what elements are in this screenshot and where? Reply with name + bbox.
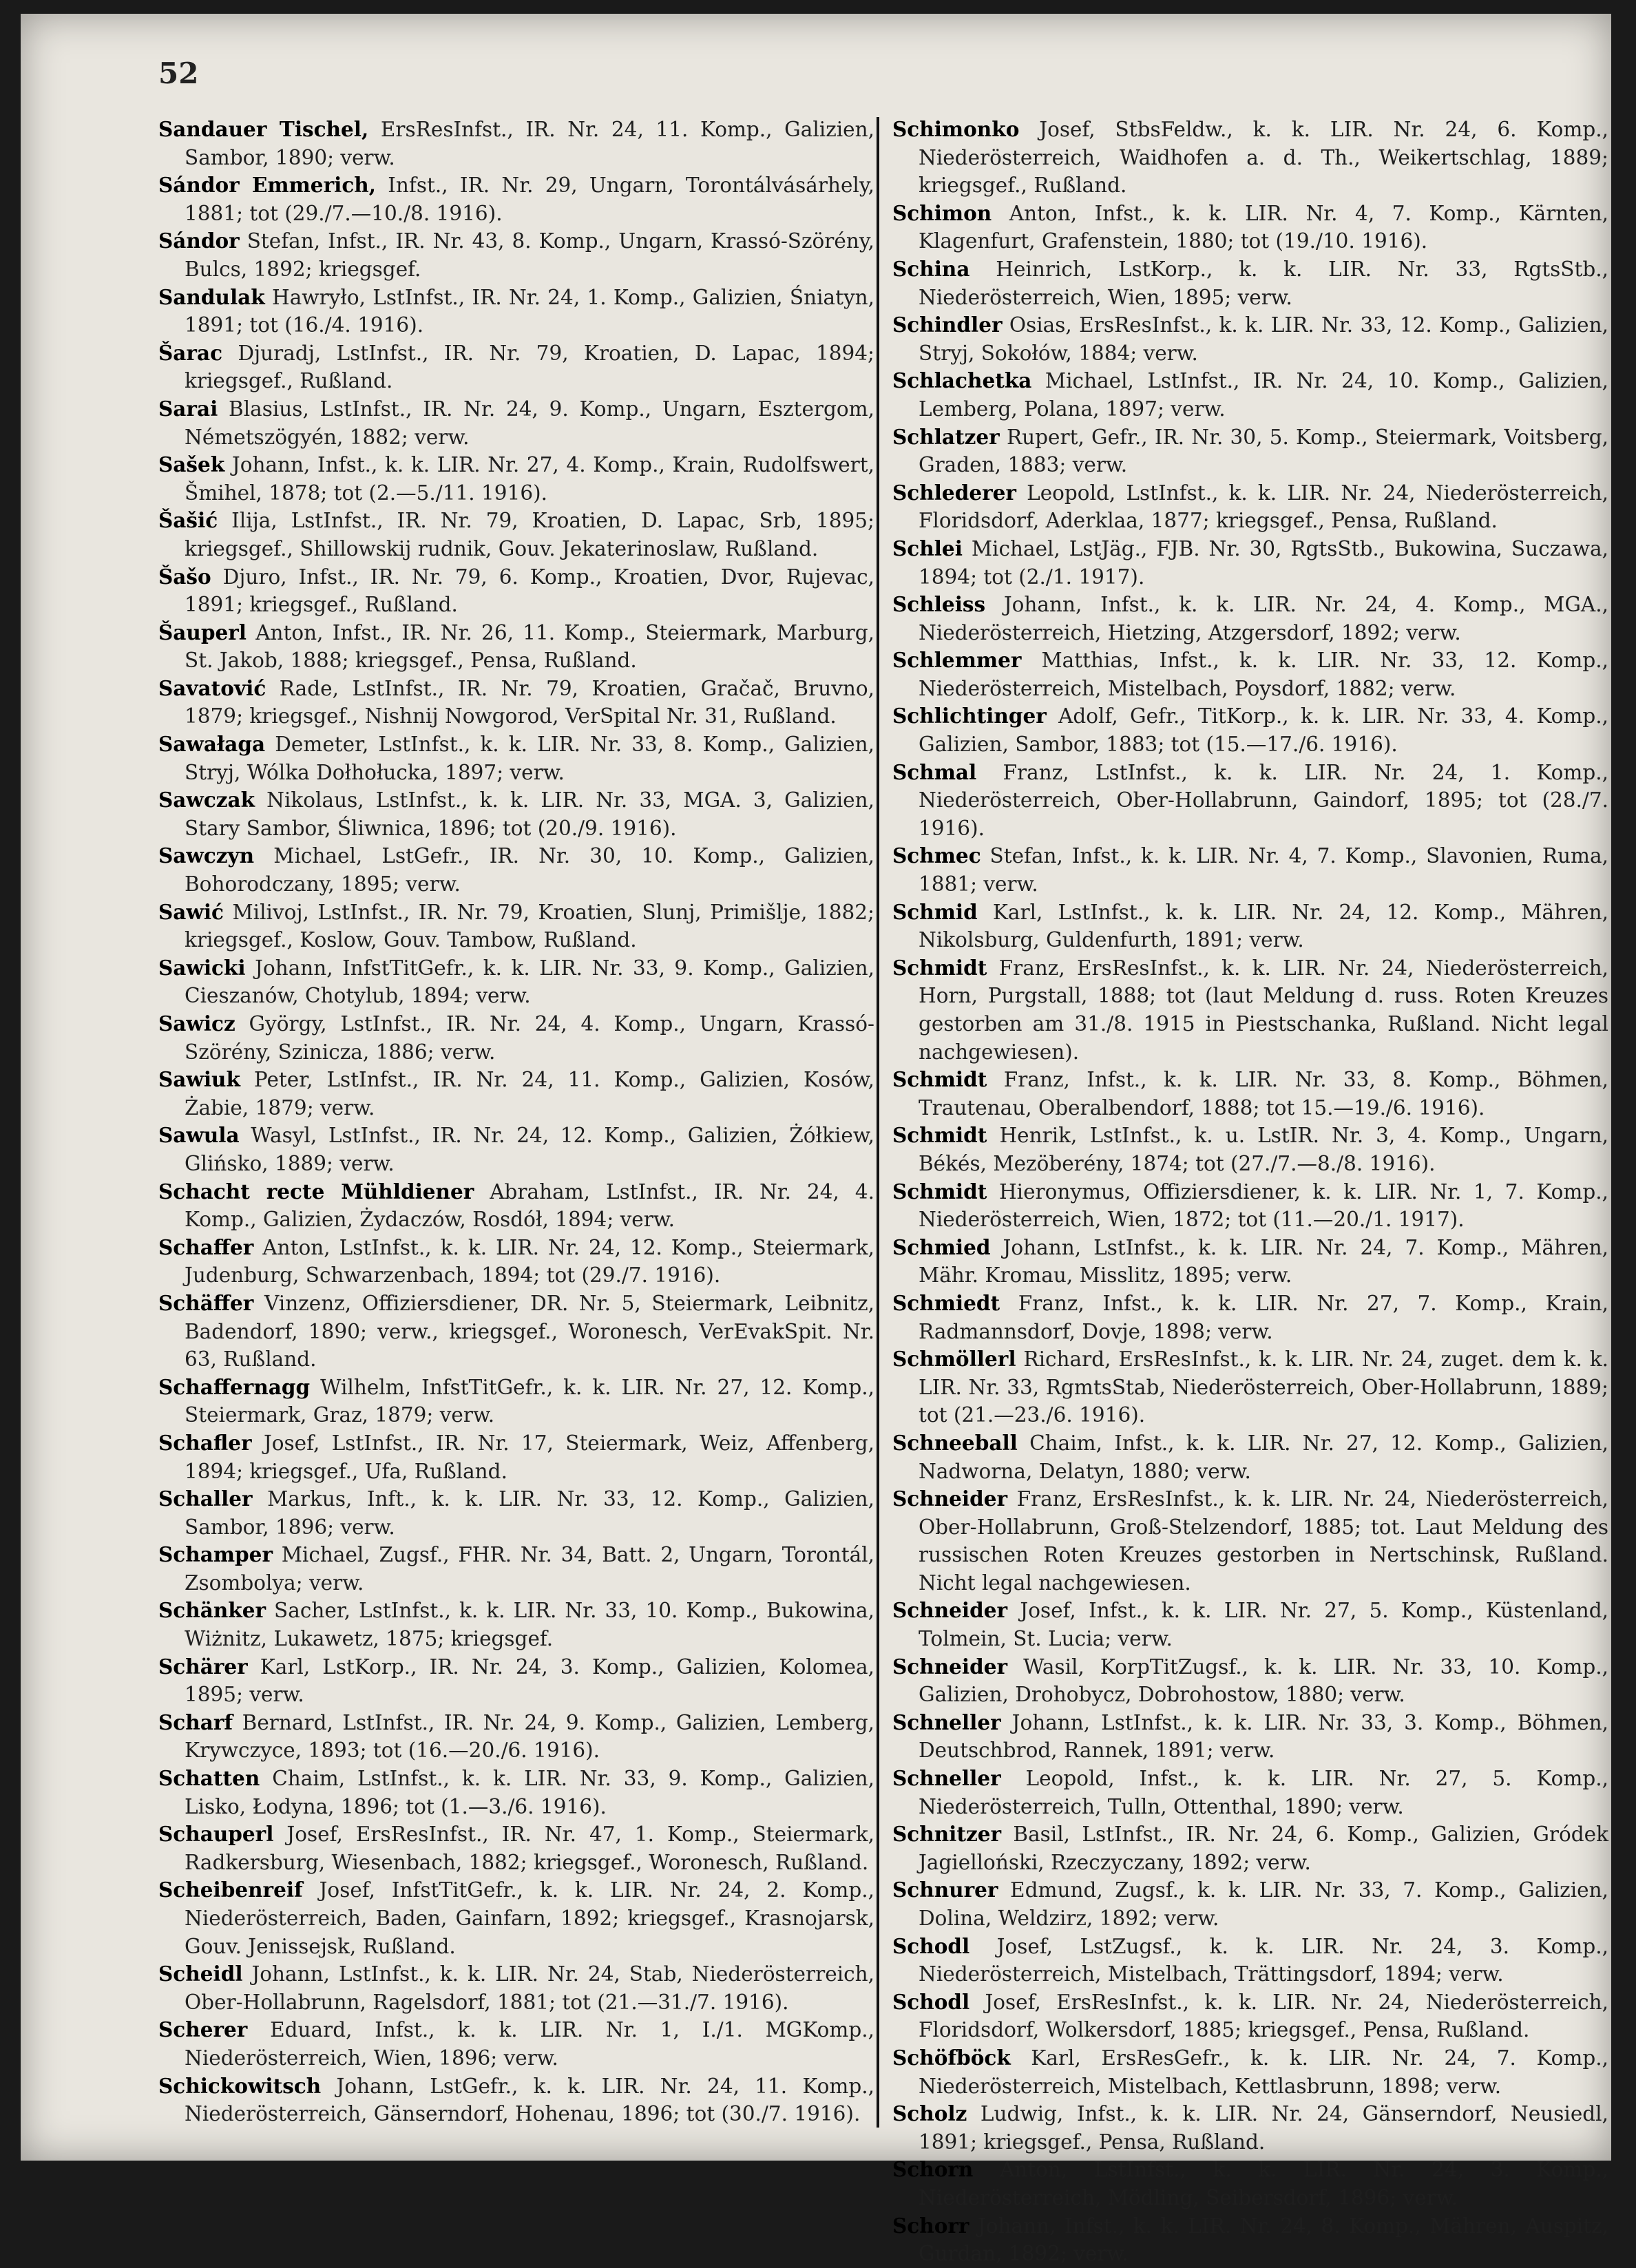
register-entry xyxy=(158,339,874,395)
register-entry xyxy=(158,731,874,786)
entry-surname: Scharf xyxy=(158,1710,233,1734)
register-entry xyxy=(158,1597,874,1652)
entry-details: Markus, Inft., k. k. LIR. Nr. 33, 12. Komp., Galizien, Sambor, 1896; verw. xyxy=(185,1487,874,1539)
register-entry xyxy=(892,1066,1608,1122)
register-entry xyxy=(158,1234,874,1290)
entry-details: Leopold, Infst., k. k. LIR. Nr. 27, 5. Komp., Niederösterreich, Tulln, Ottenthal, 1890; verw. xyxy=(919,1767,1608,1818)
entry-surname: Schnurer xyxy=(892,1878,998,1902)
entry-details: Infst., IR. Nr. 29, Ungarn, Torontálvásárhely, 1881; tot (29./7.—10./8. 1916). xyxy=(185,174,874,225)
register-entry xyxy=(158,227,874,283)
register-entry xyxy=(158,675,874,731)
register-entry xyxy=(892,1876,1608,1932)
register-entry xyxy=(158,1374,874,1429)
entry-surname: Schöfböck xyxy=(892,2045,1011,2070)
register-entry xyxy=(892,1820,1608,1876)
register-entry xyxy=(158,1122,874,1177)
left-column xyxy=(158,116,874,2128)
entry-details: Johann, LstInfst., k. k. LIR. Nr. 24, 7. Komp., Mähren, Mähr. Kromau, Misslitz, 1895; verw. xyxy=(919,1235,1608,1288)
entry-surname: Schatten xyxy=(158,1766,260,1791)
entry-details: Osias, ErsResInfst., k. k. LIR. Nr. 33, 12. Komp., Galizien, Stryj, Sokołów, 1884; verw. xyxy=(919,313,1608,365)
entry-details: Ilija, LstInfst., IR. Nr. 79, Kroatien, D. Lapac, Srb, 1895; kriegsgef., Shillowskij rudnik, Gouv. Jekaterinoslaw, Rußland. xyxy=(185,509,874,560)
entry-surname: Sawicki xyxy=(158,955,246,980)
entry-surname: Šauperl xyxy=(158,620,247,644)
entry-surname: Schindler xyxy=(892,313,1003,337)
register-entry xyxy=(892,899,1608,954)
entry-details: Anton, Infst., IR. Nr. 26, 11. Komp., Steiermark, Marburg, St. Jakob, 1888; kriegsgef., Pensa, Rußland. xyxy=(185,620,874,673)
entry-details: Bernard, LstInfst., IR. Nr. 24, 9. Komp., Galizien, Lemberg, Krywczyce, 1893; tot (16.—20./6. 1916). xyxy=(185,1710,874,1763)
entry-surname: Schacht recte Mühldiener xyxy=(158,1179,474,1204)
entry-surname: Schodl xyxy=(892,1989,970,2014)
entry-surname: Schmidt xyxy=(892,955,987,980)
entry-details: Franz, Infst., k. k. LIR. Nr. 33, 8. Komp., Böhmen, Trautenau, Oberalbendorf, 1888; tot 15.—19./6. 1916). xyxy=(919,1068,1608,1120)
entry-details: Chaim, Infst., k. k. LIR. Nr. 27, 12. Komp., Galizien, Nadworna, Delatyn, 1880; verw. xyxy=(919,1431,1608,1483)
entry-details: Demeter, LstInfst., k. k. LIR. Nr. 33, 8. Komp., Galizien, Stryj, Wólka Dołhołucka, 1897; verw. xyxy=(185,733,874,784)
entry-details: Michael, LstGefr., IR. Nr. 30, 10. Komp., Galizien, Bohorodczany, 1895; verw. xyxy=(185,844,874,896)
entry-surname: Schlatzer xyxy=(892,424,1000,449)
entry-details: Franz, Infst., k. k. LIR. Nr. 27, 7. Komp., Krain, Radmannsdorf, Dovje, 1898; verw. xyxy=(919,1291,1608,1343)
entry-surname: Schina xyxy=(892,256,970,281)
entry-surname: Savatović xyxy=(158,675,266,700)
register-entry xyxy=(892,1178,1608,1234)
register-entry xyxy=(892,702,1608,758)
entry-surname: Schaller xyxy=(158,1487,253,1511)
entry-surname: Schaffernagg xyxy=(158,1374,311,1399)
register-entry xyxy=(892,842,1608,898)
entry-details: Karl, ErsResGefr., k. k. LIR. Nr. 24, 7. Komp., Niederösterreich, Mistelbach, Kettlasbrunn, 1898; verw. xyxy=(919,2046,1608,2098)
register-entry xyxy=(158,507,874,563)
entry-details: Johann, Infst., k. k. LIR. Nr. 24, 4. Komp., MGA., Niederösterreich, Hietzing, Atzgersdorf, 1892; verw. xyxy=(919,593,1608,644)
register-entry xyxy=(158,116,874,171)
entry-surname: Schmidt xyxy=(892,1067,987,1092)
register-entry xyxy=(892,1653,1608,1709)
entry-surname: Scholz xyxy=(892,2101,967,2126)
entry-details: Josef, StbsFeldw., k. k. LIR. Nr. 24, 6. Komp., Niederösterreich, Waidhofen a. d. Th., Weikertschlag, 1889; kriegsgef., Rußland. xyxy=(919,118,1608,198)
register-entry xyxy=(892,535,1608,591)
register-entry xyxy=(892,1290,1608,1345)
column-divider xyxy=(877,117,879,2128)
entry-surname: Sandauer Tischel, xyxy=(158,117,369,141)
entry-surname: Sawić xyxy=(158,899,224,924)
entry-details: Matthias, Infst., k. k. LIR. Nr. 33, 12. Komp., Niederösterreich, Mistelbach, Poysdorf, 1882; verw. xyxy=(919,649,1608,700)
register-entry xyxy=(158,395,874,451)
entry-surname: Schlemmer xyxy=(892,648,1022,673)
register-entry xyxy=(892,423,1608,479)
entry-surname: Schlachetka xyxy=(892,368,1032,393)
register-entry xyxy=(892,2044,1608,2100)
entry-details: Michael, Zugsf., FHR. Nr. 34, Batt. 2, Ungarn, Torontál, Zsombolya; verw. xyxy=(185,1543,874,1595)
entry-surname: Sawczyn xyxy=(158,843,255,868)
register-entry xyxy=(892,1345,1608,1429)
entry-surname: Scheidl xyxy=(158,1962,243,1986)
register-entry xyxy=(892,954,1608,1066)
entry-surname: Sawczak xyxy=(158,788,255,812)
entry-details: Karl, LstInfst., k. k. LIR. Nr. 24, 12. Komp., Mähren, Nikolsburg, Guldenfurth, 1891; verw. xyxy=(919,900,1608,952)
entry-details: Josef, Infst., k. k. LIR. Nr. 27, 5. Komp., Küstenland, Tolmein, St. Lucia; verw. xyxy=(919,1599,1608,1651)
entry-surname: Sandulak xyxy=(158,284,265,309)
register-entry xyxy=(892,255,1608,311)
register-entry xyxy=(158,619,874,675)
register-entry xyxy=(892,200,1608,255)
entry-details: Anton, LstInfst., k. k. LIR. Nr. 24, 12. Komp., Steiermark, Judenburg, Schwarzenbach, 1894; tot (29./7. 1916). xyxy=(185,1235,874,1288)
register-entry xyxy=(158,171,874,227)
entry-details: Stefan, Infst., IR. Nr. 43, 8. Komp., Ungarn, Krassó-Szörény, Bulcs, 1892; kriegsgef. xyxy=(185,229,874,281)
entry-details: Ludwig, Infst., k. k. LIR. Nr. 24, Gänserndorf, Neusiedl, 1891; kriegsgef., Pensa, Rußland. xyxy=(919,2102,1608,2154)
entry-surname: Schlei xyxy=(892,536,963,560)
entry-surname: Schimonko xyxy=(892,117,1020,141)
entry-details: Henrik, LstInfst., k. u. LstIR. Nr. 3, 4. Komp., Ungarn, Békés, Mezöberény, 1874; tot (27./7.—8./8. 1916). xyxy=(919,1124,1608,1175)
entry-surname: Scherer xyxy=(158,2017,248,2042)
entry-surname: Šarac xyxy=(158,340,223,365)
entry-surname: Schmid xyxy=(892,899,978,924)
entry-surname: Schänker xyxy=(158,1598,266,1623)
entry-surname: Schmöllerl xyxy=(892,1347,1016,1372)
entry-surname: Sawiuk xyxy=(158,1067,240,1092)
entry-details: Josef, LstZugsf., k. k. LIR. Nr. 24, 3. Komp., Niederösterreich, Mistelbach, Trättingsdorf, 1894; verw. xyxy=(919,1934,1608,1986)
entry-surname: Schmal xyxy=(892,759,977,784)
register-entry xyxy=(892,367,1608,423)
entry-details: Heinrich, LstKorp., k. k. LIR. Nr. 33, RgtsStb., Niederösterreich, Wien, 1895; verw. xyxy=(919,257,1608,309)
entry-details: Peter, LstInfst., IR. Nr. 24, 11. Komp., Galizien, Kosów, Żabie, 1879; verw. xyxy=(185,1068,874,1120)
entry-surname: Schickowitsch xyxy=(158,2073,322,2098)
entry-details: Stefan, Infst., k. k. LIR. Nr. 4, 7. Komp., Slavonien, Ruma, 1881; verw. xyxy=(919,844,1608,896)
register-entry xyxy=(892,1765,1608,1820)
entry-surname: Sawicz xyxy=(158,1011,235,1036)
register-entry xyxy=(892,116,1608,200)
entry-surname: Schmidt xyxy=(892,1123,987,1148)
entry-details: Nikolaus, LstInfst., k. k. LIR. Nr. 33, MGA. 3, Galizien, Stary Sambor, Śliwnica, 1896; tot (20./9. 1916). xyxy=(185,788,874,840)
entry-details: Josef, ErsResInfst., k. k. LIR. Nr. 24, Niederösterreich, Floridsdorf, Wolkersdorf, 1885; kriegsgef., Pensa, Rußland. xyxy=(919,1990,1608,2042)
entry-details: Franz, LstInfst., k. k. LIR. Nr. 24, 1. Komp., Niederösterreich, Ober-Hollabrunn, Gaindorf, 1895; tot (28./7. 1916). xyxy=(919,760,1608,840)
entry-details: Richard, ErsResInfst., k. k. LIR. Nr. 24, zuget. dem k. k. LIR. Nr. 33, RgmtsStab, Niederösterreich, Ober-Hollabrunn, 1889; tot (21.—23./6. 1916). xyxy=(919,1347,1608,1427)
register-entry xyxy=(892,1234,1608,1290)
entry-details: Djuradj, LstInfst., IR. Nr. 79, Kroatien, D. Lapac, 1894; kriegsgef., Rußland. xyxy=(185,341,874,393)
register-entry xyxy=(158,563,874,619)
entry-surname: Schäffer xyxy=(158,1290,254,1315)
entry-surname: Schneller xyxy=(892,1710,1001,1734)
page-number: 52 xyxy=(158,56,199,90)
register-entry xyxy=(892,2212,1608,2268)
register-entry xyxy=(892,2100,1608,2156)
entry-details: Wilhelm, InfstTitGefr., k. k. LIR. Nr. 27, 12. Komp., Steiermark, Graz, 1879; verw. xyxy=(185,1375,874,1427)
entry-details: Anton, Infst., k. k. LIR. Nr. 4, 7. Komp., Kärnten, Klagenfurt, Grafenstein, 1880; tot (19./10. 1916). xyxy=(919,201,1608,253)
register-entry xyxy=(158,2016,874,2072)
register-entry xyxy=(892,647,1608,702)
entry-surname: Schafler xyxy=(158,1430,252,1455)
entry-details: Hawryło, LstInfst., IR. Nr. 24, 1. Komp., Galizien, Śniatyn, 1891; tot (16./4. 1916). xyxy=(185,285,874,337)
entry-details: Michael, LstInfst., IR. Nr. 24, 10. Komp., Galizien, Lemberg, Polana, 1897; verw. xyxy=(919,369,1608,421)
register-entry xyxy=(892,759,1608,843)
register-entry xyxy=(158,1485,874,1541)
entry-details: Blasius, LstInfst., IR. Nr. 24, 9. Komp., Ungarn, Esztergom, Németszögyén, 1882; verw. xyxy=(185,397,874,449)
register-entry xyxy=(158,1066,874,1122)
entry-surname: Šašić xyxy=(158,508,218,533)
entry-details: Johann, Infst., k. k. LIR. Nr. 24, 8. Komp., Mähren, Auspitz, Gurdan, 1892; verw. xyxy=(919,2214,1608,2266)
entry-details: Chaim, LstInfst., k. k. LIR. Nr. 33, 9. Komp., Galizien, Lisko, Łodyna, 1896; tot (1.—3./6. 1916). xyxy=(185,1767,874,1818)
entry-details: Milivoj, LstInfst., IR. Nr. 79, Kroatien, Slunj, Primišlje, 1882; kriegsgef., Koslow, Gouv. Tambow, Rußland. xyxy=(185,900,874,952)
document-page xyxy=(21,14,1611,2266)
entry-details: Johann, LstGefr., k. k. LIR. Nr. 24, 11. Komp., Niederösterreich, Gänserndorf, Hohenau, 1896; tot (30./7. 1916). xyxy=(185,2074,874,2126)
entry-details: Djuro, Infst., IR. Nr. 79, 6. Komp., Kroatien, Dvor, Rujevac, 1891; kriegsgef., Rußland. xyxy=(185,565,874,617)
entry-details: Adolf, Gefr., TitKorp., k. k. LIR. Nr. 33, 4. Komp., Galizien, Sambor, 1883; tot (15.—17./6. 1916). xyxy=(919,704,1608,757)
register-entry xyxy=(892,311,1608,367)
register-entry xyxy=(158,284,874,339)
register-entry xyxy=(892,1933,1608,1988)
entry-surname: Schamper xyxy=(158,1542,273,1567)
register-entry xyxy=(892,2156,1608,2212)
register-entry xyxy=(158,1709,874,1765)
register-entry xyxy=(158,451,874,507)
entry-surname: Schlichtinger xyxy=(892,704,1047,728)
entry-details: Sacher, LstInfst., k. k. LIR. Nr. 33, 10. Komp., Bukowina, Wiżnitz, Lukawetz, 1875; kriegsgef. xyxy=(185,1599,874,1651)
register-entry xyxy=(158,1876,874,1960)
entry-details: Johann, Infst., k. k. LIR. Nr. 27, 4. Komp., Krain, Rudolfswert, Šmihel, 1878; tot (2.—5./11. 1916). xyxy=(185,453,874,505)
entry-details: Hieronymus, Offiziersdiener, k. k. LIR. Nr. 1, 7. Komp., Niederösterreich, Wien, 1872; tot (11.—20./1. 1917). xyxy=(919,1179,1608,1232)
entry-details: Josef, InfstTitGefr., k. k. LIR. Nr. 24, 2. Komp., Niederösterreich, Baden, Gainfarn, 1892; kriegsgef., Krasnojarsk, Gouv. Jenissejsk, Rußland. xyxy=(185,1878,874,1958)
entry-details: Edmund, Zugsf., k. k. LIR. Nr. 33, 7. Komp., Galizien, Dolina, Weldzirz, 1892; verw. xyxy=(919,1878,1608,1930)
entry-details: Abraham, LstInfst., IR. Nr. 24, 4. Komp., Galizien, Żydaczów, Rosdół, 1894; verw. xyxy=(185,1179,874,1232)
register-entry xyxy=(158,1820,874,1876)
register-entry xyxy=(158,842,874,898)
entry-surname: Schnitzer xyxy=(892,1822,1002,1847)
entry-surname: Sašek xyxy=(158,452,225,477)
entry-surname: Schleiss xyxy=(892,592,986,617)
register-entry xyxy=(892,591,1608,647)
register-entry xyxy=(892,1485,1608,1597)
register-entry xyxy=(158,954,874,1010)
entry-surname: Schimon xyxy=(892,200,992,225)
entry-details: Franz, ErsResInfst., k. k. LIR. Nr. 24, Niederösterreich, Horn, Purgstall, 1888; tot (laut Meldung d. russ. Roten Kreuzes gestorben am 31./8. 1915 in Piestschanka, Rußland. Nicht legal nachgewiesen). xyxy=(919,956,1608,1064)
entry-surname: Schauperl xyxy=(158,1822,274,1847)
entry-surname: Schmied xyxy=(892,1235,991,1259)
register-entry xyxy=(892,1429,1608,1485)
entry-surname: Sándor Emmerich, xyxy=(158,173,376,198)
entry-surname: Scheibenreif xyxy=(158,1878,303,1902)
entry-surname: Sawula xyxy=(158,1123,240,1148)
entry-surname: Schaffer xyxy=(158,1235,254,1259)
register-entry xyxy=(158,1653,874,1709)
entry-surname: Schneller xyxy=(892,1766,1001,1791)
entry-details: Karl, LstKorp., IR. Nr. 24, 3. Komp., Galizien, Kolomea, 1895; verw. xyxy=(185,1655,874,1707)
entry-surname: Schärer xyxy=(158,1654,248,1679)
register-entry xyxy=(158,1178,874,1234)
entry-details: Wasyl, LstInfst., IR. Nr. 24, 12. Komp., Galizien, Żółkiew, Glińsko, 1889; verw. xyxy=(185,1124,874,1175)
entry-details: György, LstInfst., IR. Nr. 24, 4. Komp., Ungarn, Krassó-Szörény, Szinicza, 1886; verw. xyxy=(185,1012,874,1064)
entry-surname: Schodl xyxy=(892,1933,970,1958)
entry-details: Basil, LstInfst., IR. Nr. 24, 6. Komp., Galizien, Gródek Jagielloński, Rzeczyczany, 1892; verw. xyxy=(919,1823,1608,1874)
entry-details: Johann, LstInfst., k. k. LIR. Nr. 33, 3. Komp., Böhmen, Deutschbrod, Rannek, 1891; verw. xyxy=(919,1710,1608,1763)
register-entry xyxy=(158,1429,874,1485)
entry-surname: Schmidt xyxy=(892,1179,987,1204)
entry-surname: Schneider xyxy=(892,1487,1008,1511)
entry-surname: Schneeball xyxy=(892,1430,1018,1455)
register-entry xyxy=(158,1290,874,1374)
register-entry xyxy=(158,1010,874,1066)
register-entry xyxy=(158,1765,874,1820)
register-entry xyxy=(158,1541,874,1597)
register-entry xyxy=(892,1709,1608,1765)
entry-details: Johann, InfstTitGefr., k. k. LIR. Nr. 33, 9. Komp., Galizien, Cieszanów, Chotylub, 1894; verw. xyxy=(185,956,874,1008)
entry-details: Johann, LstInfst., k. k. LIR. Nr. 24, Stab, Niederösterreich, Ober-Hollabrunn, Ragelsdorf, 1881; tot (21.—31./7. 1916). xyxy=(185,1962,874,2014)
entry-surname: Schorr xyxy=(892,2213,969,2238)
register-entry xyxy=(158,899,874,954)
entry-details: Anton, LstInfst., k. k. LIR. Nr. 24, 3. Komp., Niederösterreich, Mödling, Seibersdorf, 1896; verw. xyxy=(919,2158,1608,2209)
entry-details: Wasil, KorpTitZugsf., k. k. LIR. Nr. 33, 10. Komp., Galizien, Drohobycz, Dobrohostow, 1880; verw. xyxy=(919,1655,1608,1707)
entry-surname: Sawałaga xyxy=(158,732,266,757)
entry-details: Rupert, Gefr., IR. Nr. 30, 5. Komp., Steiermark, Voitsberg, Graden, 1883; verw. xyxy=(919,425,1608,477)
register-entry xyxy=(158,786,874,842)
entry-surname: Sarai xyxy=(158,396,218,421)
entry-details: Josef, ErsResInfst., IR. Nr. 47, 1. Komp., Steiermark, Radkersburg, Wiesenbach, 1882; kriegsgef., Woronesch, Rußland. xyxy=(185,1823,874,1874)
entry-surname: Sándor xyxy=(158,229,240,253)
entry-surname: Schneider xyxy=(892,1654,1008,1679)
register-entry xyxy=(892,1988,1608,2044)
entry-details: Michael, LstJäg., FJB. Nr. 30, RgtsStb., Bukowina, Suczawa, 1894; tot (2./1. 1917). xyxy=(919,536,1608,589)
register-entry xyxy=(892,1597,1608,1652)
entry-surname: Schlederer xyxy=(892,480,1016,505)
entry-surname: Šašo xyxy=(158,564,211,589)
entry-surname: Schorn xyxy=(892,2157,974,2182)
right-column xyxy=(892,116,1608,2268)
entry-details: Eduard, Infst., k. k. LIR. Nr. 1, I./1. MGKomp., Niederösterreich, Wien, 1896; verw. xyxy=(185,2018,874,2070)
entry-details: Franz, ErsResInfst., k. k. LIR. Nr. 24, Niederösterreich, Ober-Hollabrunn, Groß-Stelzendorf, 1885; tot. Laut Meldung des russischen Roten Kreuzes gestorben in Nertschinsk, Rußland. Nicht legal nachgewiesen. xyxy=(919,1487,1608,1595)
entry-details: Rade, LstInfst., IR. Nr. 79, Kroatien, Gračač, Bruvno, 1879; kriegsgef., Nishnij Nowgorod, VerSpital Nr. 31, Rußland. xyxy=(185,676,874,728)
entry-details: Vinzenz, Offiziersdiener, DR. Nr. 5, Steiermark, Leibnitz, Badendorf, 1890; verw., kriegsgef., Woronesch, VerEvakSpit. Nr. 63, Rußland. xyxy=(185,1291,874,1372)
register-entry xyxy=(892,1122,1608,1177)
entry-details: Josef, LstInfst., IR. Nr. 17, Steiermark, Weiz, Affenberg, 1894; kriegsgef., Ufa, Rußland. xyxy=(185,1431,874,1483)
entry-details: Leopold, LstInfst., k. k. LIR. Nr. 24, Niederösterreich, Floridsdorf, Aderklaa, 1877; kriegsgef., Pensa, Rußland. xyxy=(919,481,1608,533)
register-entry xyxy=(892,479,1608,535)
entry-surname: Schmiedt xyxy=(892,1290,1000,1315)
entry-surname: Schneider xyxy=(892,1598,1008,1623)
entry-details: ErsResInfst., IR. Nr. 24, 11. Komp., Galizien, Sambor, 1890; verw. xyxy=(185,118,874,169)
entry-surname: Schmec xyxy=(892,843,981,868)
register-entry xyxy=(158,1960,874,2016)
register-entry xyxy=(158,2072,874,2128)
